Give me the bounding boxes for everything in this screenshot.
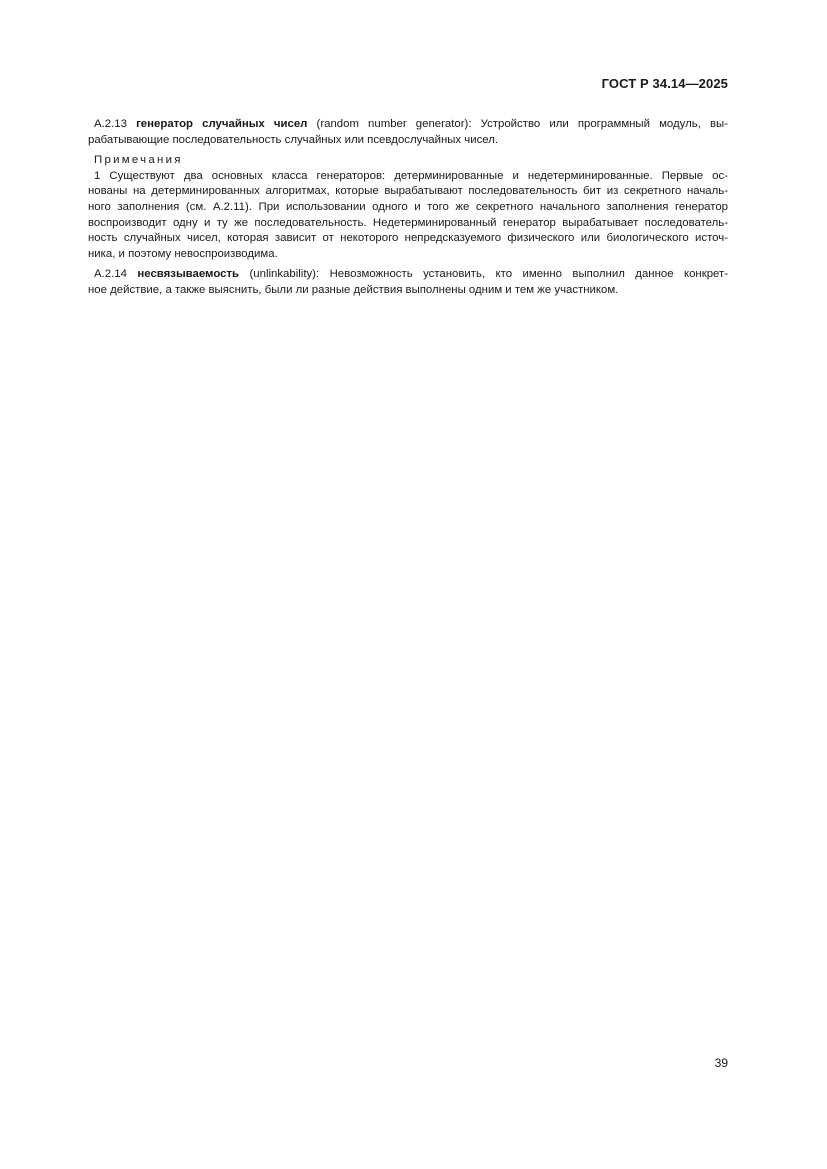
note-line: ника, и поэтому невоспроизводима. [88,247,278,260]
note-line: ность случайных чисел, которая зависит от некоторого непредсказуемого физического или биологического источ- [88,232,728,245]
term-name: генератор случайных чисел [136,118,308,130]
note-line: ного заполнения (см. А.2.11). При использовании одного и того же секретного начального заполнения генератор [88,200,728,213]
term-definition: (unlinkability): Невозможность установить, кто именно выполнил данное конкрет- [239,268,728,281]
term-entry-line [88,117,728,133]
note-1 [88,169,728,263]
term-entry-a2-13 [88,117,728,148]
term-entry-line [88,267,728,283]
page-number: 39 [714,1056,728,1070]
term-definition: (random number generator): Устройство или программный модуль, вы- [307,118,729,130]
term-name: несвязываемость [137,268,240,281]
note-line: 1 Существуют два основных класса генераторов: детерминированные и недетерминированные. Первые ос- [94,169,728,182]
notes-title: Примечания [94,154,183,167]
note-line: нованы на детерминированных алгоритмах, которые вырабатывают последовательность бит из секретного началь- [88,185,728,198]
term-entry-a2-14 [88,267,728,298]
document-code-header: ГОСТ Р 34.14—2025 [601,76,728,91]
term-definition-continued: рабатывающие последовательность случайных или псевдослучайных чисел. [88,133,499,146]
term-number: А.2.13 [94,118,127,130]
term-number: А.2.14 [94,268,127,281]
document-body [88,117,728,304]
term-definition-continued: ное действие, а также выяснить, были ли разные действия выполнены одним и тем же участником. [88,283,619,296]
note-line: воспроизводит одну и ту же последовательность. Недетерминированный генератор вырабатывает последователь- [88,216,728,229]
